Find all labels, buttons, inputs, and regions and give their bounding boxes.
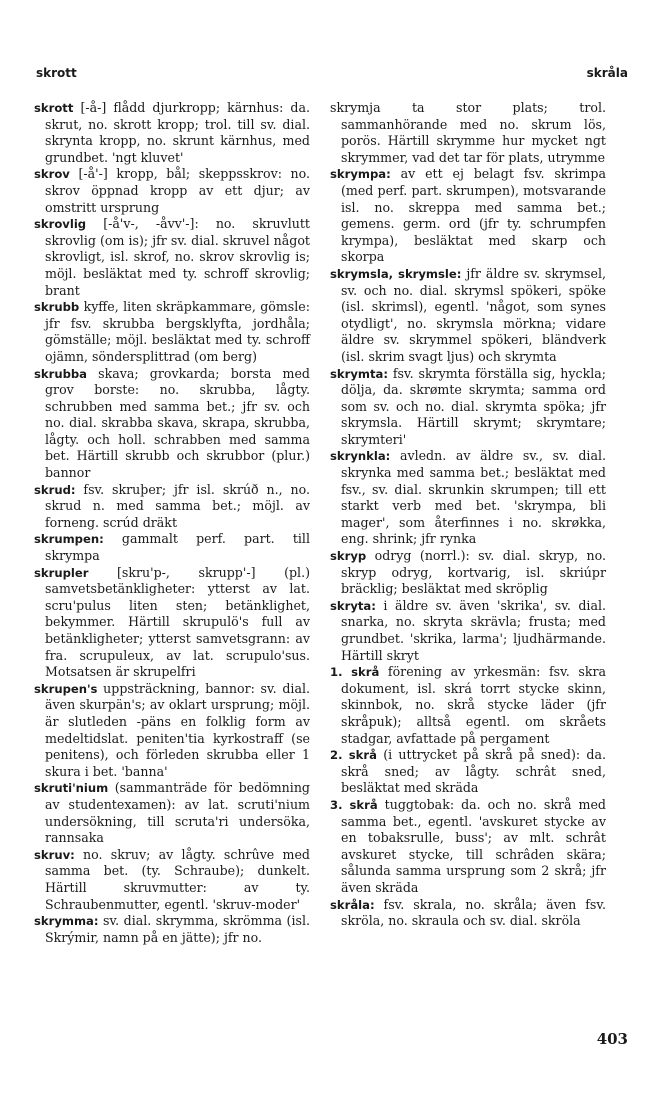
entry-skrymta: skrymta: fsv. skrymta förställa sig, hyckla; dölja, da. skrømte skrymta; samma ord som sv. och no. dial. skrymta spöka; jfr skrymsla. Härtill skrymt; skrymtare; skrymteri' (330, 365, 606, 447)
right-column (330, 100, 606, 930)
entry-skra-1: 1. skrå förening av yrkesmän: fsv. skra dokument, isl. skrá torrt stycke skinn, skinnbok, no. skrå stycke läder (jfr skråpuk); alltså egentl. om skråets stadgar, avfattade på pergament (330, 664, 606, 746)
entry-skrovlig: skrovlig [-å'v-, -åvv'-]: no. skruvlutt skrovlig (om is); jfr sv. dial. skruvel något skrovligt, isl. skrof, no. skrov skrovlig is; möjl. besläktat med ty. schroff skrovlig; brant (34, 216, 310, 298)
entry-skrymma: skrymma: sv. dial. skrymma, skrömma (isl. Skrýmir, namn på en jätte); jfr no. (34, 913, 310, 945)
running-header (36, 66, 628, 82)
entry-skra-2: 2. skrå (i uttrycket på skrå på sned): da. skrå sned; av lågty. schrât sned, besläktat med skräda (330, 747, 606, 796)
entry-skrympa: skrympa: av ett ej belagt fsv. skrimpa (med perf. part. skrumpen), motsvarande isl. no. skreppa med samma bet.; gemens. germ. ord (jfr ty. schrumpfen krympa), besläktat med skarp och skorpa (330, 166, 606, 265)
entry-skrov: skrov [-å'-] kropp, bål; skeppsskrov: no. skrov öppnad kropp av ett djur; av omstritt ursprung (34, 166, 310, 215)
left-column (34, 100, 310, 946)
entry-skrupens: skrupen's uppsträckning, bannor: sv. dial. även skurpän's; av oklart ursprung; möjl. är slutleden -päns en folklig form av medeltidslat. peniten'tia kyrkostraff (se penitens), och förleden skrubba eller 1 skura i bet. 'banna' (34, 680, 310, 779)
entry-skruv: skruv: no. skruv; av lågty. schrûve med samma bet. (ty. Schraube); dunkelt. Härtill skruvmutter: av ty. Schraubenmutter, egentl. 'skruv-moder' (34, 846, 310, 912)
entry-skrupler: skrupler [skru'p-, skrupp'-] (pl.) samvetsbetänkligheter: ytterst av lat. scru'pulus liten sten; betänklighet, bekymmer. Härtill skrupulö's full av betänkligheter; ytterst samvetsgrann: av fra. scrupuleux, av lat. scrupulo'sus. Motsatsen är skrupelfri (34, 564, 310, 680)
entry-skrubba: skrubba skava; grovkarda; borsta med grov borste: no. skrubba, lågty. schrubben med samma bet.; jfr sv. och no. dial. skrabba skava, skrapa, skrubba, lågty. och holl. schrabben med samma bet. Härtill skrubb och skrubbor (plur.) bannor (34, 365, 310, 481)
header-first-headword: skrott (36, 66, 77, 80)
entry-skrubb: skrubb kyffe, liten skräpkammare, gömsle: jfr fsv. skrubba bergsklyfta, jordhåla; gömställe; möjl. besläktat med ty. schroff ojämn, söndersplittrad (om berg) (34, 299, 310, 364)
entry-skrymsla: skrymsla, skrymsle: jfr äldre sv. skrymsel, sv. och no. dial. skrymsl spökeri, spöke (isl. skrimsl), egentl. 'något, som synes otydligt', no. skrymsla mörkna; vidare äldre sv. skrymmel spökeri, bländverk (isl. skrim svagt ljus) och skrymta (330, 265, 607, 364)
entry-skrumpen: skrumpen: gammalt perf. part. till skrympa (34, 531, 310, 564)
entry-skrutinium: skruti'nium (sammanträde för bedömning av studentexamen): av lat. scruti'nium undersökning, till scruta'ri undersöka, rannsaka (34, 780, 310, 846)
entry-skrynkla: skrynkla: avledn. av äldre sv., sv. dial. skrynka med samma bet.; besläktat med fsv., sv. dial. skrunkin skrumpen; till ett starkt verb med bet. 'skrympa, bli mager', som återfinnes i no. skrøkka, eng. shrink; jfr rynka (330, 448, 606, 547)
entry-skrud: skrud: fsv. skruþer; jfr isl. skrúð n., no. skrud n. med samma bet.; möjl. av forneng. scrúd dräkt (34, 481, 310, 530)
entry-skra-3: 3. skrå tuggtobak: da. och no. skrå med samma bet., egentl. 'avskuret stycke av en tobaksrulle, buss'; av mlt. schrât avskuret stycke, till schrâden skära; sålunda samma ursprung som 2 skrå; jfr även skräda (330, 796, 606, 895)
entry-skryp: skryp odryg (norrl.): sv. dial. skryp, no. skryp odryg, kortvarig, isl. skriúpr bräcklig; besläktat med skröplig (330, 548, 606, 597)
page-number: 403 (596, 1030, 628, 1048)
entry-skrala: skråla: fsv. skrala, no. skråla; även fsv. skröla, no. skraula och sv. dial. skröla (330, 896, 606, 929)
header-last-headword: skråla (586, 66, 628, 80)
entry-skrymma-continued: skrymja ta stor plats; trol. sammanhörande med no. skrum lös, porös. Härtill skrymme hur mycket ngt skrymmer, vad det tar för plats, utrymme (330, 100, 606, 165)
entry-skrott: skrott [-å-] flådd djurkropp; kärnhus: da. skrut, no. skrott kropp; trol. till sv. dial. skrynta kropp, no. skrunt kärnhus, med grundbet. 'ngt kluvet' (34, 100, 310, 165)
entry-skryta: skryta: i äldre sv. även 'skrika', sv. dial. snarka, no. skryta skrävla; frusta; med grundbet. 'skrika, larma'; ljudhärmande. Härtill skryt (330, 597, 606, 663)
